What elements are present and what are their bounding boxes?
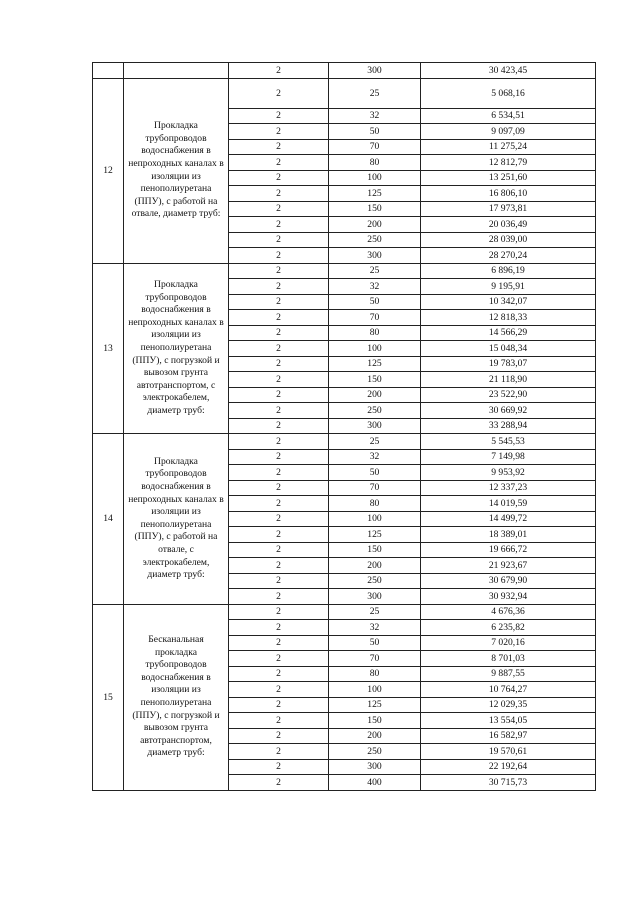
- count-cell: 2: [229, 682, 329, 698]
- group-description-cell: Прокладка трубопроводов водоснабжения в непроходных каналах в изоляции из пенополиуретана (ППУ), с работой на отвале, диаметр труб:: [124, 78, 229, 263]
- diameter-cell: 100: [329, 170, 421, 186]
- price-cell: 28 039,00: [421, 232, 596, 248]
- count-cell: 2: [229, 744, 329, 760]
- count-cell: 2: [229, 78, 329, 108]
- diameter-cell: 250: [329, 573, 421, 589]
- diameter-cell: 200: [329, 217, 421, 233]
- price-cell: 5 545,53: [421, 434, 596, 450]
- count-cell: 2: [229, 620, 329, 636]
- price-cell: 10 764,27: [421, 682, 596, 698]
- count-cell: 2: [229, 651, 329, 667]
- price-cell: 30 932,94: [421, 589, 596, 605]
- price-cell: 19 666,72: [421, 542, 596, 558]
- diameter-cell: 300: [329, 759, 421, 775]
- group-description-cell: Прокладка трубопроводов водоснабжения в непроходных каналах в изоляции из пенополиуретана (ППУ), с работой на отвале, с электрокабелем, диаметр труб:: [124, 434, 229, 605]
- diameter-cell: 200: [329, 558, 421, 574]
- count-cell: 2: [229, 403, 329, 419]
- price-cell: 6 534,51: [421, 108, 596, 124]
- count-cell: 2: [229, 108, 329, 124]
- diameter-cell: 50: [329, 294, 421, 310]
- price-cell: 33 288,94: [421, 418, 596, 434]
- count-cell: 2: [229, 434, 329, 450]
- group-number-cell: 14: [93, 434, 124, 605]
- diameter-cell: 32: [329, 449, 421, 465]
- price-cell: 19 783,07: [421, 356, 596, 372]
- diameter-cell: 125: [329, 356, 421, 372]
- price-cell: 9 953,92: [421, 465, 596, 481]
- diameter-cell: 300: [329, 589, 421, 605]
- price-cell: 12 337,23: [421, 480, 596, 496]
- price-cell: 14 566,29: [421, 325, 596, 341]
- count-cell: 2: [229, 542, 329, 558]
- diameter-cell: 70: [329, 651, 421, 667]
- count-cell: 2: [229, 527, 329, 543]
- table-row: [93, 78, 596, 108]
- count-cell: 2: [229, 775, 329, 791]
- group-number-cell: 15: [93, 604, 124, 790]
- price-cell: 30 669,92: [421, 403, 596, 419]
- diameter-cell: 32: [329, 279, 421, 295]
- price-cell: 13 554,05: [421, 713, 596, 729]
- price-cell: 17 973,81: [421, 201, 596, 217]
- price-cell: 11 275,24: [421, 139, 596, 155]
- diameter-cell: 70: [329, 480, 421, 496]
- price-cell: 4 676,36: [421, 604, 596, 620]
- price-cell: 14 019,59: [421, 496, 596, 512]
- price-cell: 14 499,72: [421, 511, 596, 527]
- count-cell: 2: [229, 387, 329, 403]
- count-cell: 2: [229, 310, 329, 326]
- diameter-cell: 25: [329, 604, 421, 620]
- diameter-cell: 32: [329, 620, 421, 636]
- price-cell: 30 715,73: [421, 775, 596, 791]
- count-cell: 2: [229, 449, 329, 465]
- diameter-cell: 50: [329, 124, 421, 140]
- count-cell: 2: [229, 511, 329, 527]
- price-cell: 7 149,98: [421, 449, 596, 465]
- diameter-cell: 125: [329, 527, 421, 543]
- table-row: [93, 63, 596, 79]
- diameter-cell: 300: [329, 418, 421, 434]
- diameter-cell: 50: [329, 465, 421, 481]
- diameter-cell: 150: [329, 542, 421, 558]
- count-cell: 2: [229, 465, 329, 481]
- table-row: [93, 434, 596, 450]
- price-cell: 7 020,16: [421, 635, 596, 651]
- count-cell: 2: [229, 666, 329, 682]
- diameter-cell: 150: [329, 713, 421, 729]
- count-cell: 2: [229, 589, 329, 605]
- count-cell: 2: [229, 635, 329, 651]
- count-cell: 2: [229, 63, 329, 79]
- price-cell: 6 896,19: [421, 263, 596, 279]
- table-row: [93, 263, 596, 279]
- price-cell: 21 923,67: [421, 558, 596, 574]
- diameter-cell: 200: [329, 728, 421, 744]
- count-cell: 2: [229, 418, 329, 434]
- count-cell: 2: [229, 341, 329, 357]
- diameter-cell: 300: [329, 63, 421, 79]
- row-number-cell: [93, 63, 124, 79]
- count-cell: 2: [229, 558, 329, 574]
- count-cell: 2: [229, 201, 329, 217]
- price-cell: 30 679,90: [421, 573, 596, 589]
- price-cell: 22 192,64: [421, 759, 596, 775]
- count-cell: 2: [229, 186, 329, 202]
- count-cell: 2: [229, 279, 329, 295]
- count-cell: 2: [229, 604, 329, 620]
- price-cell: 21 118,90: [421, 372, 596, 388]
- diameter-cell: 400: [329, 775, 421, 791]
- count-cell: 2: [229, 294, 329, 310]
- count-cell: 2: [229, 728, 329, 744]
- diameter-cell: 150: [329, 372, 421, 388]
- diameter-cell: 150: [329, 201, 421, 217]
- price-cell: 13 251,60: [421, 170, 596, 186]
- price-cell: 19 570,61: [421, 744, 596, 760]
- price-cell: 10 342,07: [421, 294, 596, 310]
- price-cell: 8 701,03: [421, 651, 596, 667]
- count-cell: 2: [229, 759, 329, 775]
- price-cell: 12 812,79: [421, 155, 596, 171]
- count-cell: 2: [229, 356, 329, 372]
- diameter-cell: 32: [329, 108, 421, 124]
- diameter-cell: 250: [329, 232, 421, 248]
- diameter-cell: 200: [329, 387, 421, 403]
- diameter-cell: 25: [329, 434, 421, 450]
- count-cell: 2: [229, 124, 329, 140]
- count-cell: 2: [229, 170, 329, 186]
- price-table-body: [93, 63, 596, 791]
- price-cell: 28 270,24: [421, 248, 596, 264]
- diameter-cell: 80: [329, 496, 421, 512]
- price-cell: 6 235,82: [421, 620, 596, 636]
- diameter-cell: 25: [329, 263, 421, 279]
- diameter-cell: 100: [329, 341, 421, 357]
- diameter-cell: 300: [329, 248, 421, 264]
- diameter-cell: 70: [329, 139, 421, 155]
- diameter-cell: 100: [329, 511, 421, 527]
- description-cell: [124, 63, 229, 79]
- diameter-cell: 125: [329, 697, 421, 713]
- group-number-cell: 12: [93, 78, 124, 263]
- group-description-cell: Бесканальная прокладка трубопроводов водоснабжения в изоляции из пенополиуретана (ППУ), с погрузкой и вывозом грунта автотранспортом, диаметр труб:: [124, 604, 229, 790]
- count-cell: 2: [229, 496, 329, 512]
- count-cell: 2: [229, 232, 329, 248]
- price-cell: 5 068,16: [421, 78, 596, 108]
- count-cell: 2: [229, 573, 329, 589]
- table-row: [93, 604, 596, 620]
- count-cell: 2: [229, 325, 329, 341]
- price-cell: 18 389,01: [421, 527, 596, 543]
- group-number-cell: 13: [93, 263, 124, 434]
- price-cell: 9 195,91: [421, 279, 596, 295]
- count-cell: 2: [229, 713, 329, 729]
- count-cell: 2: [229, 248, 329, 264]
- diameter-cell: 125: [329, 186, 421, 202]
- price-table: [92, 62, 596, 791]
- diameter-cell: 25: [329, 78, 421, 108]
- diameter-cell: 80: [329, 325, 421, 341]
- count-cell: 2: [229, 155, 329, 171]
- price-cell: 12 818,33: [421, 310, 596, 326]
- diameter-cell: 250: [329, 403, 421, 419]
- price-cell: 30 423,45: [421, 63, 596, 79]
- diameter-cell: 70: [329, 310, 421, 326]
- count-cell: 2: [229, 697, 329, 713]
- diameter-cell: 100: [329, 682, 421, 698]
- diameter-cell: 50: [329, 635, 421, 651]
- count-cell: 2: [229, 480, 329, 496]
- diameter-cell: 80: [329, 155, 421, 171]
- count-cell: 2: [229, 372, 329, 388]
- group-description-cell: Прокладка трубопроводов водоснабжения в непроходных каналах в изоляции из пенополиуретана (ППУ), с погрузкой и вывозом грунта автотранспортом, с электрокабелем, диаметр труб:: [124, 263, 229, 434]
- diameter-cell: 80: [329, 666, 421, 682]
- price-cell: 15 048,34: [421, 341, 596, 357]
- price-cell: 9 887,55: [421, 666, 596, 682]
- price-cell: 23 522,90: [421, 387, 596, 403]
- price-cell: 9 097,09: [421, 124, 596, 140]
- count-cell: 2: [229, 139, 329, 155]
- diameter-cell: 250: [329, 744, 421, 760]
- price-cell: 20 036,49: [421, 217, 596, 233]
- price-cell: 12 029,35: [421, 697, 596, 713]
- count-cell: 2: [229, 217, 329, 233]
- price-cell: 16 806,10: [421, 186, 596, 202]
- price-cell: 16 582,97: [421, 728, 596, 744]
- count-cell: 2: [229, 263, 329, 279]
